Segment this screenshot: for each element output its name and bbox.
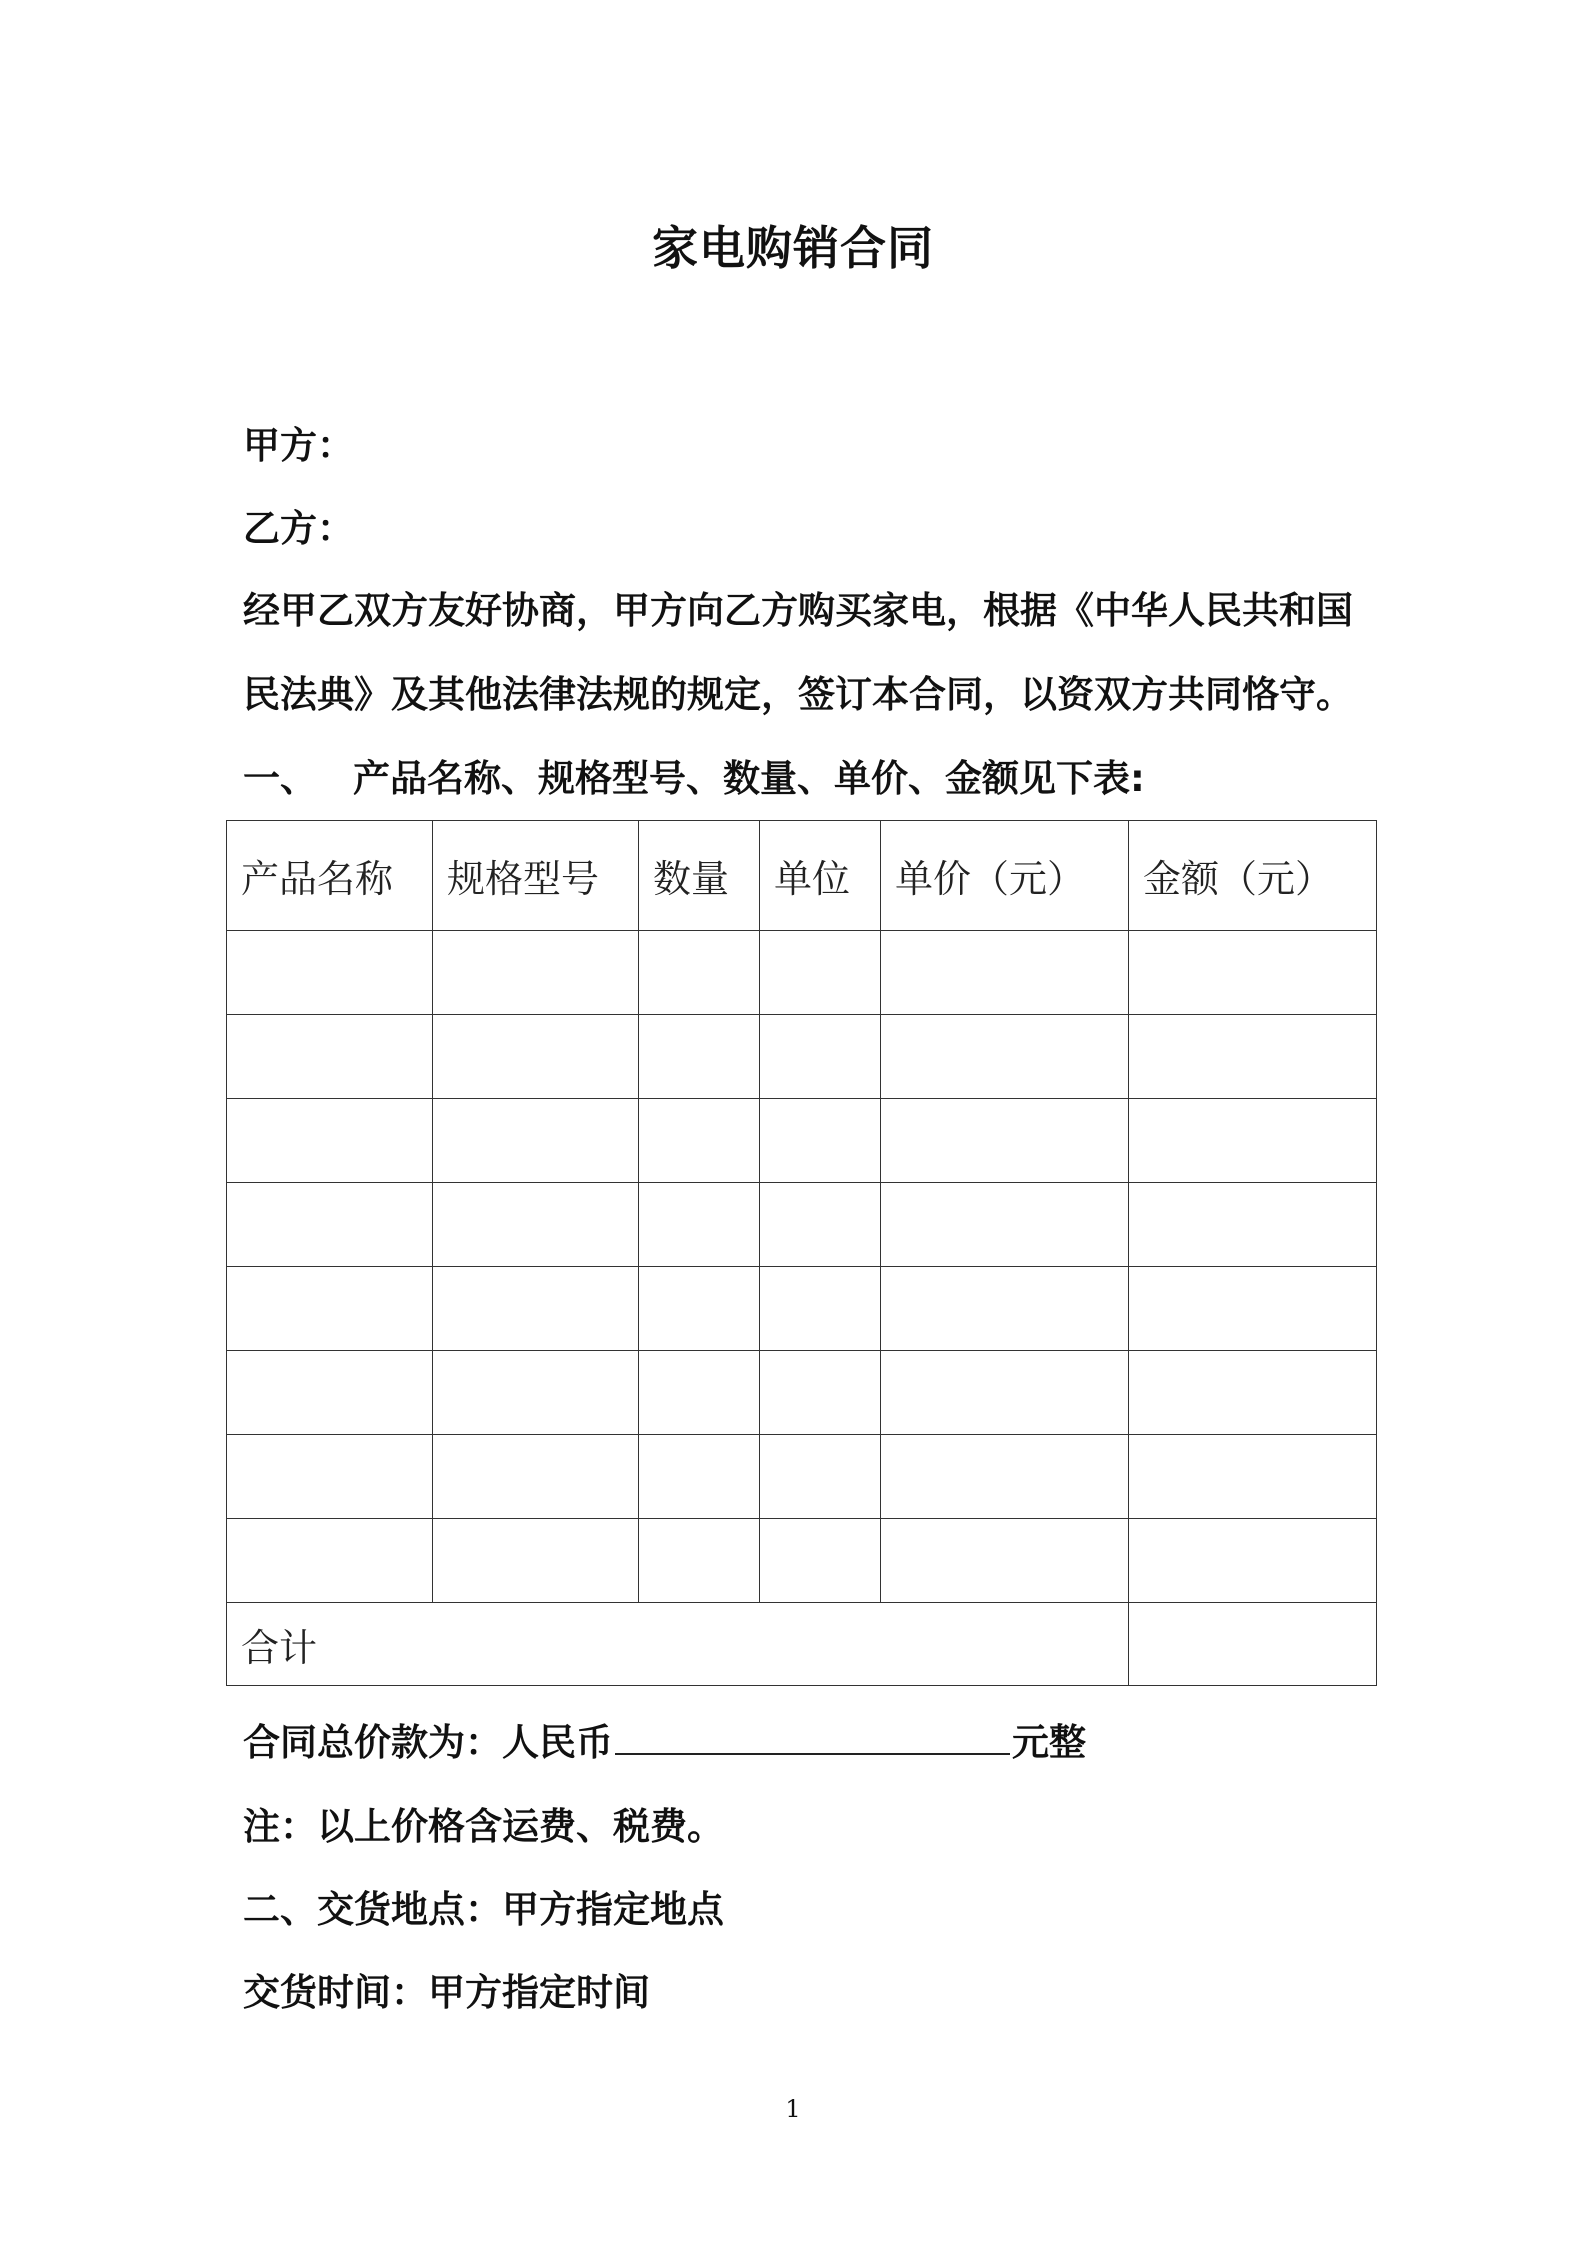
header-unit: 单位	[760, 821, 881, 931]
total-label: 合计	[227, 1603, 1129, 1686]
table-total-row	[227, 1603, 1377, 1686]
section-1-number: 一、	[243, 757, 317, 800]
total-price-line	[243, 1712, 1086, 1766]
party-b-label: 乙方：	[243, 507, 354, 550]
header-unit-price: 单价（元）	[881, 821, 1129, 931]
goods-table	[226, 820, 1377, 1686]
intro-paragraph-line2: 民法典》及其他法律法规的规定，签订本合同，以资双方共同恪守。	[243, 673, 1353, 716]
intro-paragraph-line1	[243, 580, 1353, 634]
section-1-heading	[243, 748, 1145, 802]
header-quantity: 数量	[639, 821, 760, 931]
header-amount: 金额（元）	[1129, 821, 1377, 931]
table-row	[227, 1099, 1377, 1183]
header-spec-model: 规格型号	[433, 821, 639, 931]
total-price-suffix: 元整	[1012, 1721, 1086, 1764]
total-price-blank[interactable]	[615, 1719, 1010, 1755]
table-row	[227, 1267, 1377, 1351]
table-header-row	[227, 821, 1377, 931]
total-price-prefix: 合同总价款为：人民币	[243, 1721, 613, 1764]
header-product-name: 产品名称	[227, 821, 433, 931]
intro-text-1: 经甲乙双方友好协商，甲方向乙方购买家电，根据《中华人民共	[243, 589, 1279, 632]
intro-text-1b: 和国	[1279, 589, 1353, 632]
section-1-text: 产品名称、规格型号、数量、单价、金额见下表:	[353, 757, 1145, 800]
party-a-label: 甲方：	[243, 424, 354, 467]
total-amount-cell[interactable]	[1129, 1603, 1377, 1686]
table-row	[227, 1351, 1377, 1435]
delivery-time: 交货时间：甲方指定时间	[243, 1971, 650, 2014]
section-2-delivery-location: 二、交货地点：甲方指定地点	[243, 1888, 724, 1931]
price-note: 注：以上价格含运费、税费。	[243, 1805, 724, 1848]
table-row	[227, 1435, 1377, 1519]
table-row	[227, 1519, 1377, 1603]
table-row	[227, 931, 1377, 1015]
page-number: 1	[785, 2095, 801, 2123]
document-title: 家电购销合同	[652, 221, 934, 275]
table-row	[227, 1015, 1377, 1099]
table-row	[227, 1183, 1377, 1267]
